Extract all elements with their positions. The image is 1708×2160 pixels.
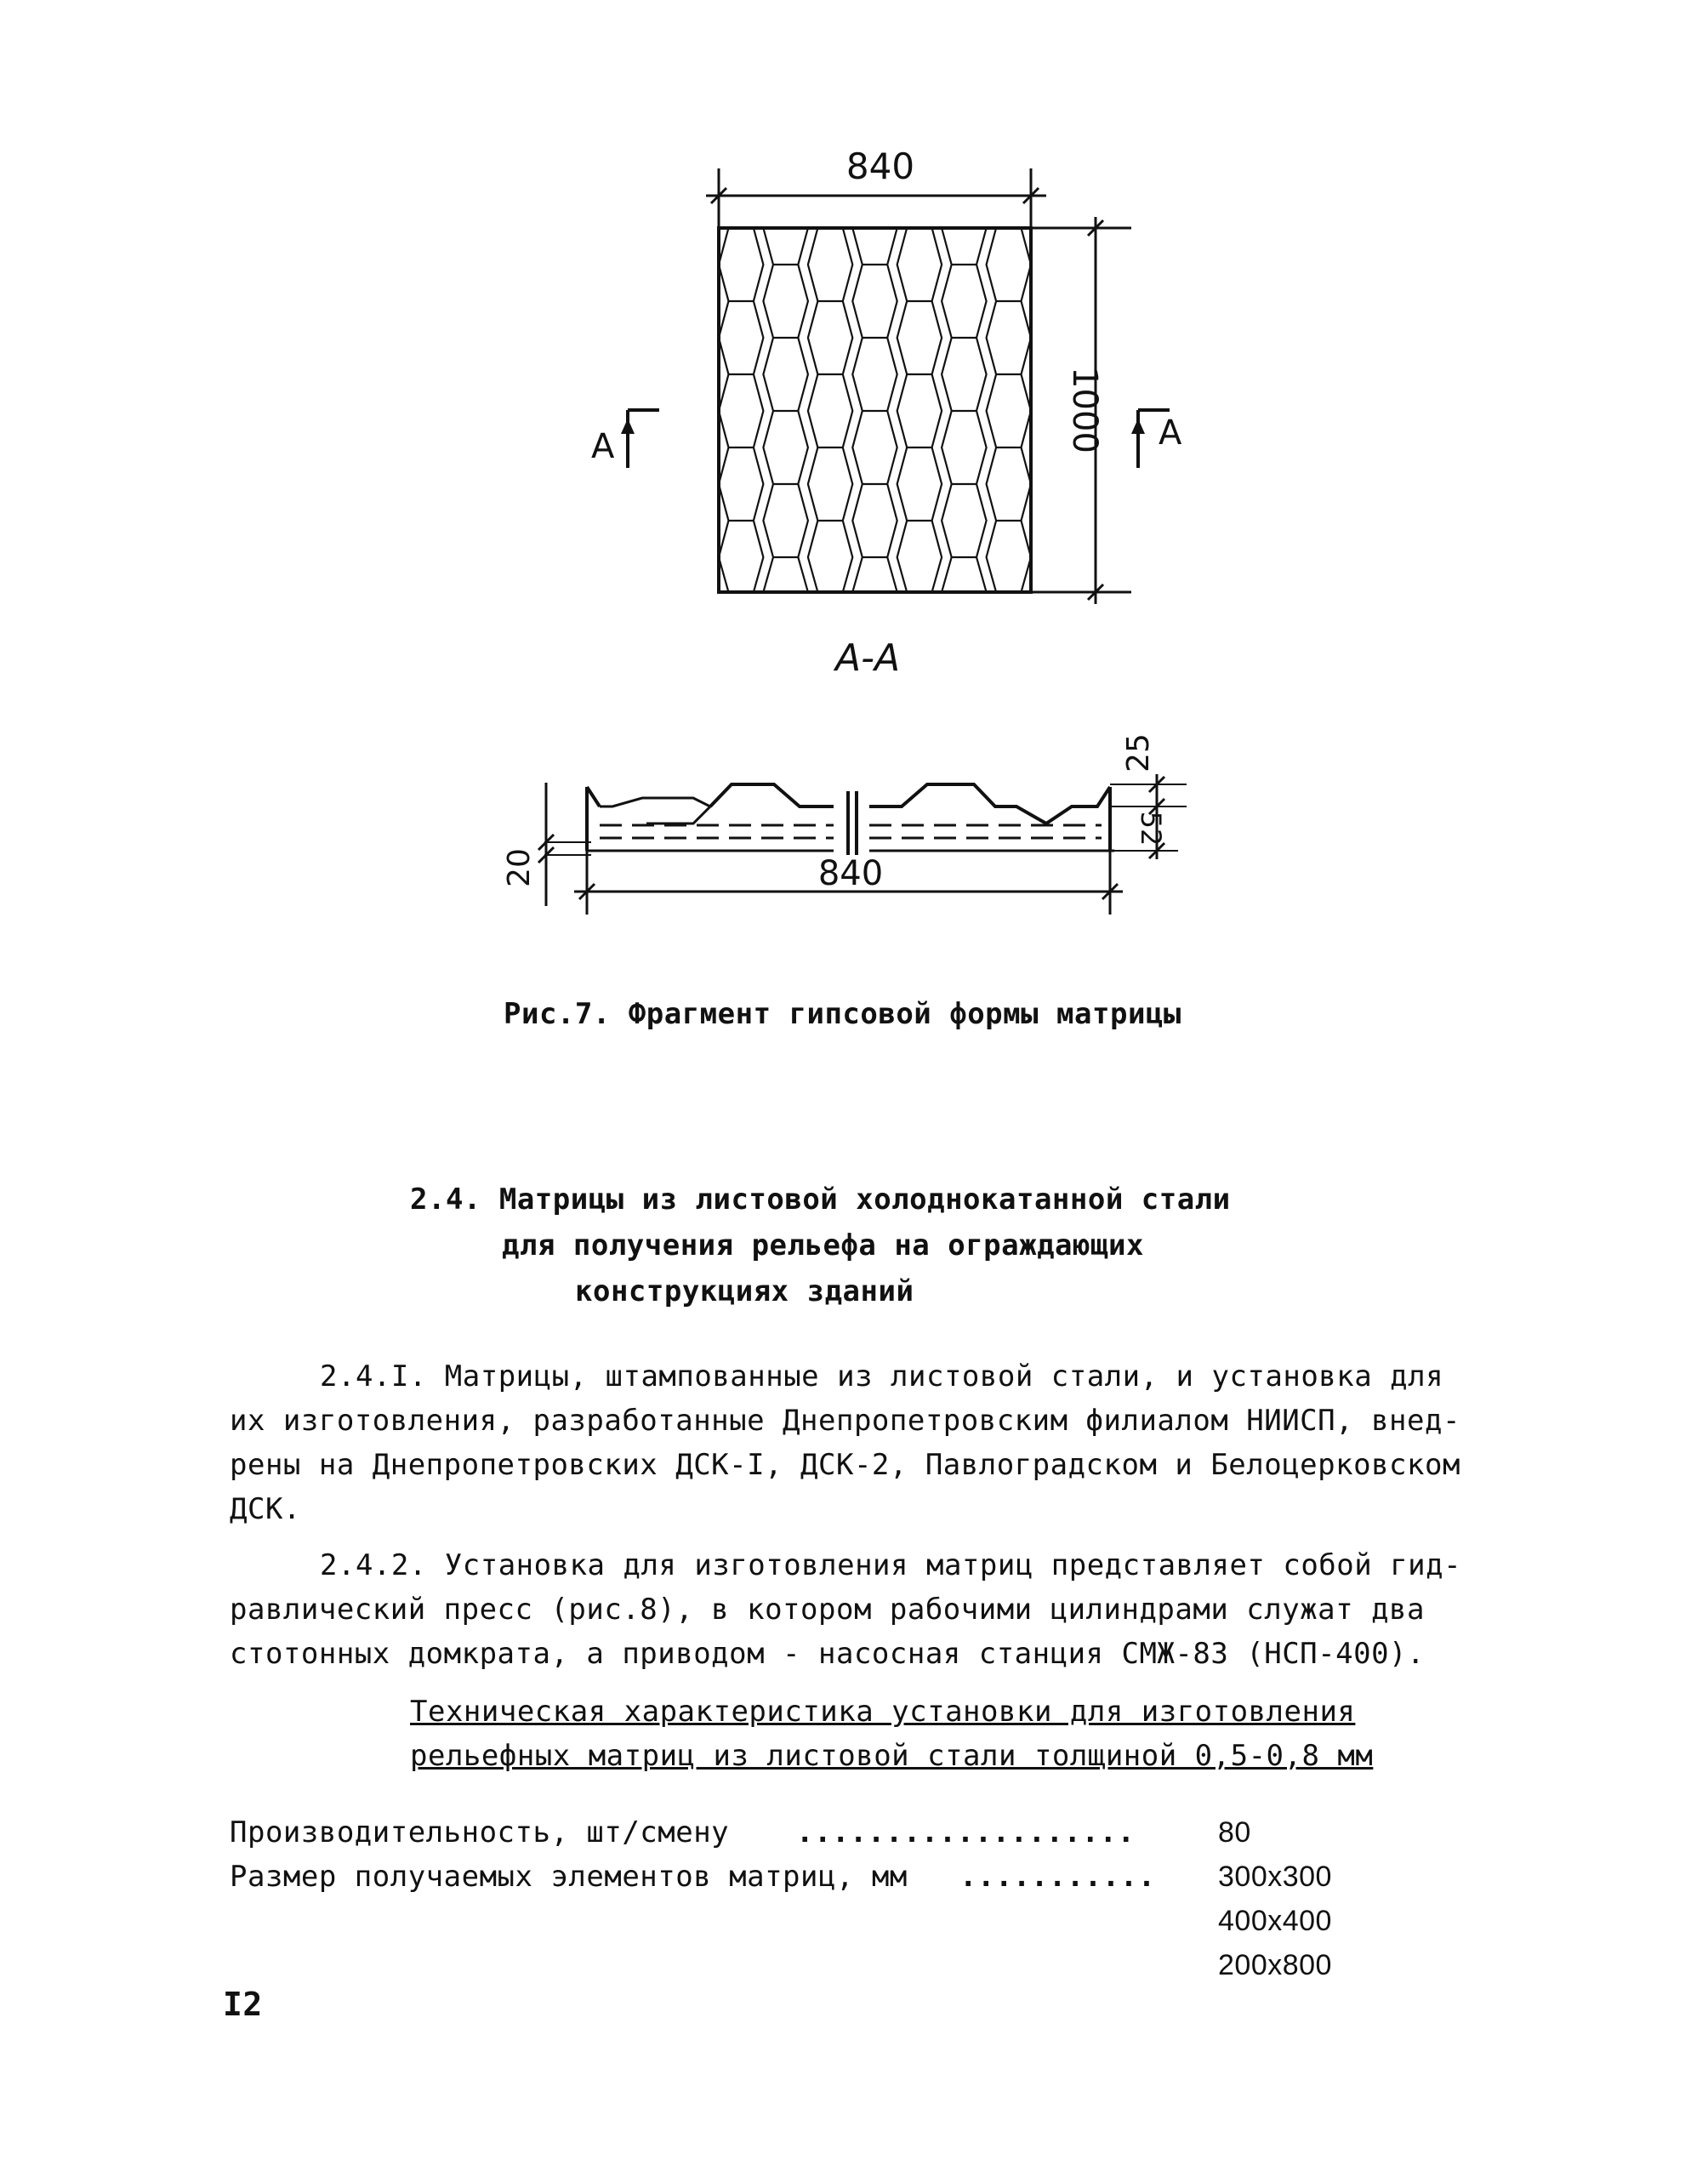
- paragraph-242-line3: стотонных домкрата, а приводом - насосная станция СМЖ-83 (НСП-400).: [230, 1637, 1425, 1671]
- paragraph-241-line1: 2.4.I. Матрицы, штампованные из листовой стали, и установка для: [320, 1359, 1444, 1393]
- page-number: I2: [223, 1986, 263, 2023]
- section-heading-line3: конструкциях зданий: [575, 1274, 914, 1308]
- hexagon-relief-pattern: [719, 228, 1031, 592]
- spec-extra-value: 400x400: [1218, 1905, 1332, 1937]
- spec-row-value: 80: [1218, 1816, 1251, 1849]
- spec-title-line1: Техническая характеристика установки для изготовления: [410, 1695, 1356, 1729]
- section-marker-left: A: [591, 427, 615, 466]
- paragraph-241-line3: рены на Днепропетровских ДСК-I, ДСК-2, Павлоградском и Белоцерковском: [230, 1448, 1460, 1482]
- figure-plan-view: [544, 136, 1208, 689]
- figure-caption: Рис.7. Фрагмент гипсовой формы матрицы: [504, 997, 1181, 1031]
- spec-extra-value: 200x800: [1218, 1949, 1332, 1981]
- hexagon-cells: [719, 228, 1031, 592]
- dim-25: 25: [1121, 733, 1156, 772]
- figure-section-view: [485, 723, 1216, 927]
- paragraph-242-line2: равлический пресс (рис.8), в котором рабочими цилиндрами служат два: [230, 1593, 1425, 1627]
- spec-row-label: Размер получаемых элементов матриц, мм: [230, 1860, 908, 1894]
- dim-top-width: 840: [845, 145, 915, 187]
- paragraph-242-line1: 2.4.2. Установка для изготовления матриц представляет собой гид-: [320, 1548, 1462, 1582]
- dim-52: 52: [1135, 811, 1167, 846]
- spec-row-dots: ...........: [959, 1860, 1156, 1894]
- spec-row-dots: ...................: [796, 1815, 1136, 1849]
- section-heading-line2: для получения рельефа на ограждающих: [502, 1228, 1144, 1262]
- paragraph-241-line2: их изготовления, разработанные Днепропетровским филиалом НИИСП, внед-: [230, 1404, 1460, 1438]
- spec-title-line2: рельефных матриц из листовой стали толщиной 0,5-0,8 мм: [410, 1739, 1374, 1773]
- spec-row-label: Производительность, шт/смену: [230, 1815, 730, 1849]
- dim-height: 1000: [1065, 367, 1104, 453]
- section-marker-right: A: [1159, 413, 1182, 453]
- section-heading-line1: 2.4. Матрицы из листовой холоднокатанной стали: [410, 1183, 1231, 1217]
- dim-bottom-width: 840: [817, 854, 884, 893]
- paragraph-241-line4: ДСК.: [230, 1492, 301, 1526]
- dim-20: 20: [502, 848, 537, 887]
- spec-row-value: 300x300: [1218, 1861, 1332, 1893]
- section-title: A-A: [835, 636, 901, 680]
